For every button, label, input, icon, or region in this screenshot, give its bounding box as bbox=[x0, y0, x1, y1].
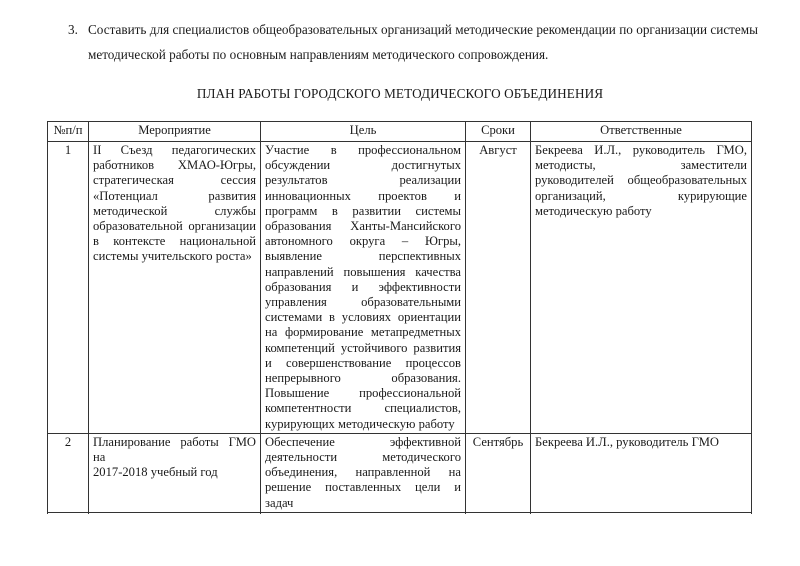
page-bottom-margin bbox=[0, 514, 800, 566]
cell-line: задач bbox=[265, 495, 294, 510]
cell-number: 2 bbox=[48, 433, 89, 512]
cell-line: II Съезд педагогических bbox=[93, 143, 256, 157]
cell-line: методическую работу bbox=[535, 203, 652, 218]
cell-responsible bbox=[531, 142, 752, 434]
table-header-row bbox=[48, 122, 752, 142]
cell-line: системы учительского роста» bbox=[93, 249, 252, 264]
header-event: Мероприятие bbox=[89, 122, 261, 142]
list-item-number: 3. bbox=[68, 22, 78, 37]
cell-line: Обеспечение эффективной bbox=[265, 434, 461, 449]
plan-table bbox=[47, 121, 752, 545]
cell-line: результатов реализации bbox=[265, 173, 461, 188]
cell-line: курирующих методическую работу bbox=[265, 416, 455, 431]
cell-line: на формирование метапредметных bbox=[265, 325, 461, 340]
cell-responsible bbox=[531, 433, 752, 512]
cell-line: Бекреева И.Л., руководитель ГМО, bbox=[535, 143, 747, 157]
cell-line: инновационных проектов и bbox=[265, 188, 461, 203]
cell-line: системами в условиях ориентации bbox=[265, 310, 461, 325]
cell-event bbox=[89, 142, 261, 434]
cell-line: Участие в профессиональном bbox=[265, 143, 461, 157]
cell-goal bbox=[261, 142, 466, 434]
cell-line: компетенций устойчивого развития bbox=[265, 340, 461, 355]
cell-line: объединения, направленной на bbox=[265, 465, 461, 480]
cell-line: непрерывного образования. bbox=[265, 371, 461, 386]
cell-line: автономного округа – Югры, bbox=[265, 234, 461, 249]
cell-event bbox=[89, 433, 261, 512]
cell-number: 1 bbox=[48, 142, 89, 434]
cell-line: Бекреева И.Л., руководитель ГМО bbox=[535, 434, 719, 449]
list-item-text bbox=[88, 17, 758, 67]
cell-line: направлений повышения качества bbox=[265, 264, 461, 279]
cell-line: программ в развитии системы bbox=[265, 203, 461, 218]
cell-line: руководителей общеобразовательных bbox=[535, 173, 747, 188]
cell-line: организаций, курирующие bbox=[535, 188, 747, 203]
cell-line: методической службы bbox=[93, 203, 256, 218]
cell-term: Август bbox=[466, 142, 531, 434]
cell-goal bbox=[261, 433, 466, 512]
cell-line: компетентности специалистов, bbox=[265, 401, 461, 416]
cell-line: деятельности методического bbox=[265, 450, 461, 465]
cell-line: обсуждении достигнутых bbox=[265, 158, 461, 173]
cell-line: стратегическая сессия bbox=[93, 173, 256, 188]
list-item-line: методической работы по основным направлениям методического сопровождения. bbox=[88, 47, 549, 62]
cell-line: управления образовательными bbox=[265, 295, 461, 310]
cell-line: Повышение профессиональной bbox=[265, 386, 461, 401]
cell-line: выявление перспективных bbox=[265, 249, 461, 264]
cell-term: Сентябрь bbox=[466, 433, 531, 512]
header-term: Сроки bbox=[466, 122, 531, 142]
header-goal: Цель bbox=[261, 122, 466, 142]
cell-line: образования Ханты-Мансийского bbox=[265, 219, 461, 234]
header-number: №п/п bbox=[48, 122, 89, 142]
cell-line: методисты, заместители bbox=[535, 158, 747, 173]
cell-line: 2017-2018 учебный год bbox=[93, 465, 218, 480]
cell-line: образовательной организации bbox=[93, 219, 256, 234]
header-responsible: Ответственные bbox=[531, 122, 752, 142]
table-row bbox=[48, 433, 752, 512]
plan-title: ПЛАН РАБОТЫ ГОРОДСКОГО МЕТОДИЧЕСКОГО ОБЪЕДИНЕНИЯ bbox=[196, 86, 604, 101]
cell-line: образования и эффективности bbox=[265, 279, 461, 294]
cell-line: работников ХМАО-Югры, bbox=[93, 158, 256, 173]
list-item-line: Составить для специалистов общеобразовательных организаций методические рекомендации по организации системы bbox=[88, 22, 758, 37]
cell-line: в контексте национальной bbox=[93, 234, 256, 249]
table-row bbox=[48, 142, 752, 434]
cell-line: решение поставленных цели и bbox=[265, 480, 461, 495]
cell-line: Планирование работы ГМО на bbox=[93, 434, 256, 465]
cell-line: и совершенствование процессов bbox=[265, 355, 461, 370]
cell-line: «Потенциал развития bbox=[93, 188, 256, 203]
